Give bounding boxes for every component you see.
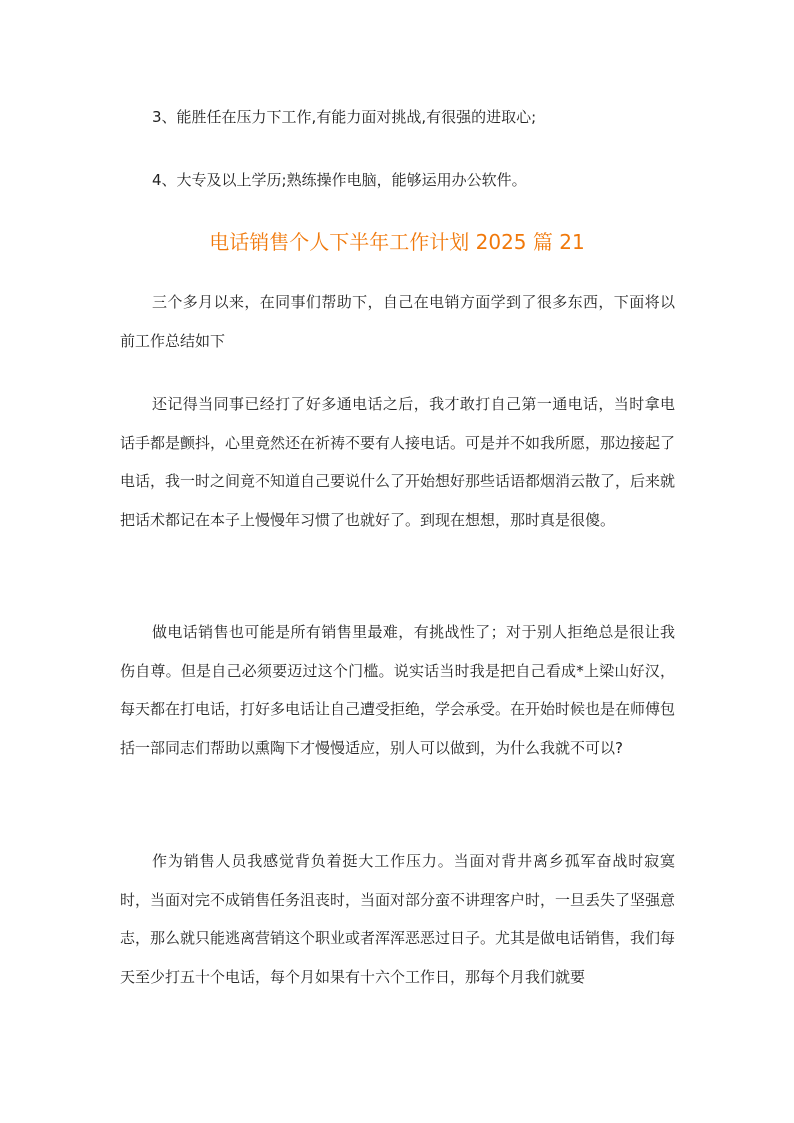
section-heading: 电话销售个人下半年工作计划 2025 篇 21 (209, 230, 585, 254)
paragraph-intro: 三个多月以来，在同事们帮助下，自己在电销方面学到了很多东西，下面将以前工作总结如下 (120, 293, 675, 350)
paragraph-challenge: 做电话销售也可能是所有销售里最难，有挑战性了；对于别人拒绝总是很让我伤自尊。但是自己必须要迈过这个门槛。说实话当时我是把自己看成*上梁山好汉，每天都在打电话，打好多电话让自己遭受拒绝，学会承受。在开始时候也是在师傅包括一部同志们帮助以熏陶下才慢慢适应，别人可以做到，为什么我就不可以? (120, 623, 676, 757)
requirement-item-4: 4、大专及以上学历;熟练操作电脑，能够运用办公软件。 (152, 171, 527, 189)
requirement-item-3: 3、能胜任在压力下工作,有能力面对挑战,有很强的进取心; (152, 108, 537, 126)
paragraph-first-call: 还记得当同事已经打了好多通电话之后，我才敢打自己第一通电话，当时拿电话手都是颤抖，心里竟然还在祈祷不要有人接电话。可是并不如我所愿，那边接起了电话，我一时之间竟不知道自己要说什么了开始想好那些话语都烟消云散了，后来就把话术都记在本子上慢慢年习惯了也就好了。到现在想想，那时真是很傻。 (120, 395, 676, 529)
paragraph-pressure: 作为销售人员我感觉背负着挺大工作压力。当面对背井离乡孤军奋战时寂寞时，当面对完不成销售任务沮丧时，当面对部分蛮不讲理客户时，一旦丢失了坚强意志，那么就只能逃离营销这个职业或者浑浑恶恶过日子。尤其是做电话销售，我们每天至少打五十个电话，每个月如果有十六个工作日，那每个月我们就要 (120, 852, 676, 986)
